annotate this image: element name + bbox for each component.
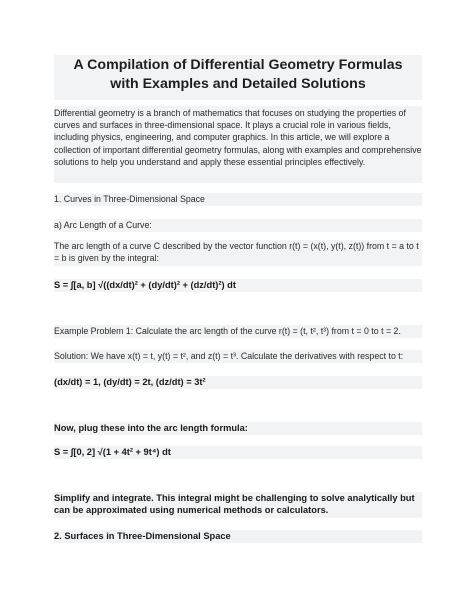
title-line-2: with Examples and Detailed Solutions <box>110 76 366 92</box>
arc-length-description: The arc length of a curve C described by the vector function r(t) = (x(t), y(t), z(t)) from t = a to t = b is given by the integral: <box>54 240 422 266</box>
page-title <box>54 55 422 100</box>
simplify-text: Simplify and integrate. This integral might be challenging to solve analytically but can be approximated using numerical methods or calculators. <box>54 492 422 518</box>
derivatives-formula: (dx/dt) = 1, (dy/dt) = 2t, (dz/dt) = 3t² <box>54 376 422 389</box>
title-line-1: A Compilation of Differential Geometry Formulas <box>73 57 403 73</box>
example-problem-1: Example Problem 1: Calculate the arc length of the curve r(t) = (t, t², t³) from t = 0 to t = 2. <box>54 325 422 338</box>
integral-formula: S = ∫[0, 2] √(1 + 4t² + 9t⁴) dt <box>54 446 422 459</box>
section-2-heading: 2. Surfaces in Three-Dimensional Space <box>54 530 422 543</box>
section-1-heading: 1. Curves in Three-Dimensional Space <box>54 193 422 206</box>
intro-paragraph: Differential geometry is a branch of mathematics that focuses on studying the properties of curves and surfaces in three-dimensional space. It plays a crucial role in various fields, including physics, engineering, and computer graphics. In this article, we will explore a collection of important differential geometry formulas, along with examples and comprehensive solutions to help you understand and apply these essential principles effectively. <box>54 106 422 183</box>
solution-text: Solution: We have x(t) = t, y(t) = t², and z(t) = t³. Calculate the derivatives with respect to t: <box>54 350 422 363</box>
plug-in-text: Now, plug these into the arc length formula: <box>54 422 422 435</box>
subsection-a-heading: a) Arc Length of a Curve: <box>54 219 422 232</box>
arc-length-formula: S = ∫[a, b] √((dx/dt)² + (dy/dt)² + (dz/dt)²) dt <box>54 279 422 292</box>
